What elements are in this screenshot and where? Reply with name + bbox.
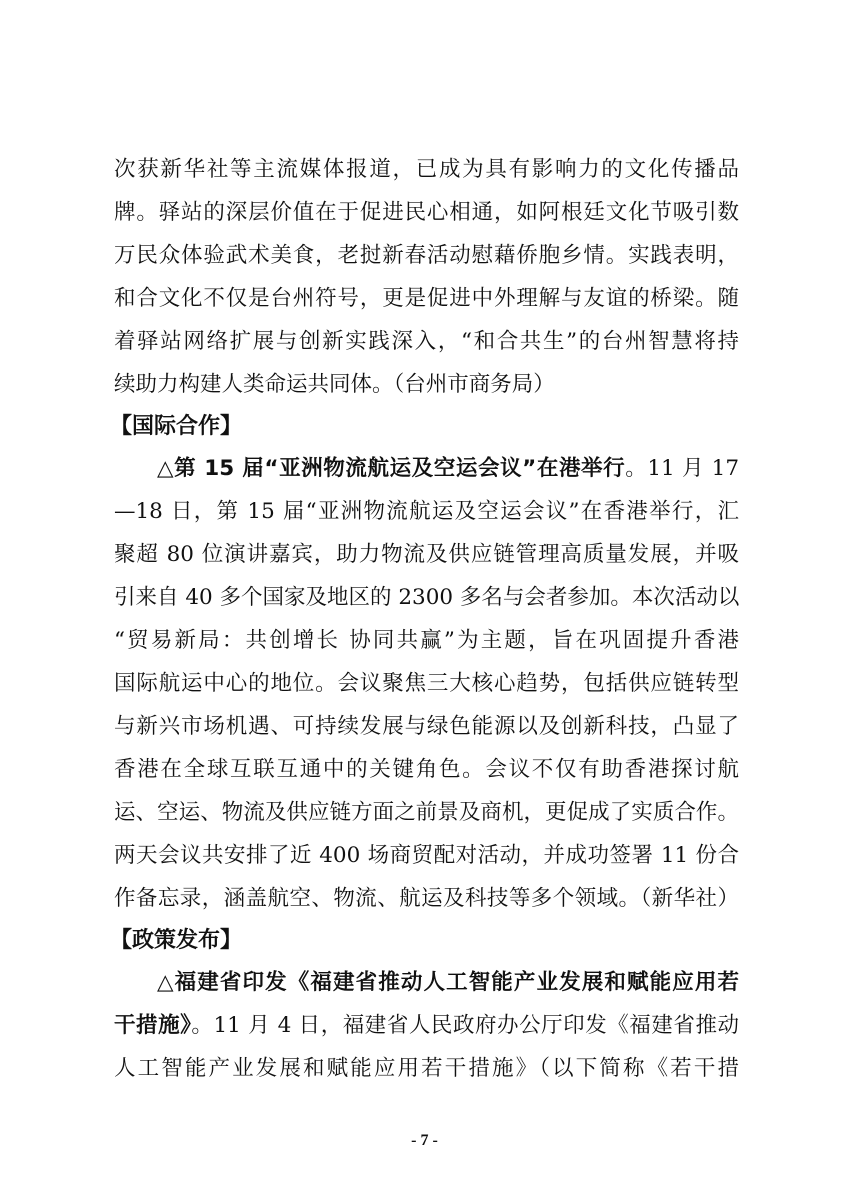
section1-line-6: 与新兴市场机遇、可持续发展与绿色能源以及创新科技，凸显了 — [114, 714, 739, 739]
section1-line-2: 聚超 80 位演讲嘉宾，助力物流及供应链管理高质量发展，并吸 — [114, 542, 739, 567]
news-date-tail: 。11 月 17 — [625, 456, 740, 481]
section1-line-5: 国际航运中心的地位。会议聚焦三大核心趋势，包括供应链转型 — [114, 671, 739, 696]
page-number: - 7 - — [411, 1132, 438, 1149]
section-heading-international-cooperation: 【国际合作】 — [110, 414, 243, 439]
section1-line-3: 引来自 40 多个国家及地区的 2300 多名与会者参加。本次活动以 — [114, 585, 740, 610]
section1-title-line — [157, 449, 739, 489]
news-title-logistics-conference: △第 15 届“亚洲物流航运及空运会议”在港举行 — [157, 456, 626, 481]
section1-line-10: 作备忘录，涵盖航空、物流、航运及科技等多个领域。（新华社） — [114, 886, 739, 911]
para1-line-6: 续助力构建人类命运共同体。（台州市商务局） — [114, 372, 555, 397]
section1-line-9: 两天会议共安排了近 400 场商贸配对活动，并成功签署 11 份合 — [114, 843, 739, 868]
section-heading-policy-release: 【政策发布】 — [110, 928, 243, 953]
para1-line-3: 万民众体验武术美食，老挝新春活动慰藉侨胞乡情。实践表明， — [114, 243, 739, 268]
section2-line-2-tail: 。11 月 4 日，福建省人民政府办公厅印发《福建省推动 — [191, 1013, 739, 1038]
section2-line-2 — [114, 1006, 739, 1046]
para1-line-2: 牌。驿站的深层价值在于促进民心相通，如阿根廷文化节吸引数 — [114, 200, 739, 225]
para1-line-4: 和合文化不仅是台州符号，更是促进中外理解与友谊的桥梁。随 — [114, 286, 739, 311]
section1-line-8: 运、空运、物流及供应链方面之前景及商机，更促成了实质合作。 — [114, 800, 739, 825]
section2-line-3: 人工智能产业发展和赋能应用若干措施》（以下简称《若干措 — [114, 1056, 739, 1081]
news-title-fujian-ai-line1: △福建省印发《福建省推动人工智能产业发展和赋能应用若 — [157, 970, 739, 995]
section1-line-4: “贸易新局：共创增长 协同共赢”为主题，旨在巩固提升香港 — [114, 628, 739, 653]
news-title-fujian-ai-line2: 干措施》 — [114, 1013, 192, 1038]
para1-line-5: 着驿站网络扩展与创新实践深入，“和合共生”的台州智慧将持 — [114, 329, 739, 354]
section1-line-7: 香港在全球互联互通中的关键角色。会议不仅有助香港探讨航 — [114, 757, 739, 782]
para1-line-1: 次获新华社等主流媒体报道，已成为具有影响力的文化传播品 — [114, 157, 739, 182]
section1-line-1: —18 日，第 15 届“亚洲物流航运及空运会议”在香港举行，汇 — [114, 499, 739, 524]
